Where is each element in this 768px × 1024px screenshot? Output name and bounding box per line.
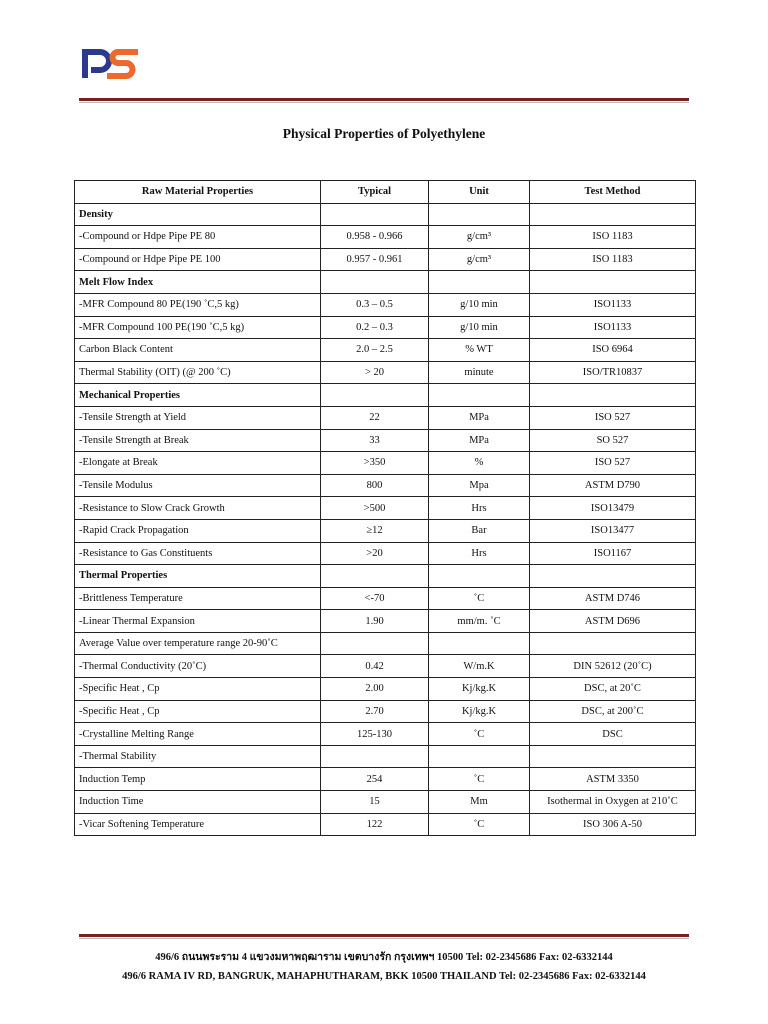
property-cell: -Crystalline Melting Range: [75, 723, 321, 746]
test-method-cell: [530, 745, 696, 768]
section-row: [75, 203, 696, 226]
section-label: Melt Flow Index: [75, 271, 321, 294]
table-row: [75, 745, 696, 768]
property-cell: Induction Time: [75, 791, 321, 814]
empty-cell: [530, 384, 696, 407]
unit-cell: ˚C: [429, 768, 530, 791]
empty-cell: [321, 203, 429, 226]
unit-cell: ˚C: [429, 813, 530, 836]
empty-cell: [321, 632, 429, 655]
test-method-cell: ISO 1183: [530, 226, 696, 249]
empty-cell: [429, 565, 530, 588]
section-row: [75, 271, 696, 294]
typical-cell: 0.958 - 0.966: [321, 226, 429, 249]
typical-cell: 800: [321, 474, 429, 497]
header-test-method: Test Method: [530, 181, 696, 204]
test-method-cell: DIN 52612 (20˚C): [530, 655, 696, 678]
table-body: [75, 203, 696, 836]
typical-cell: 122: [321, 813, 429, 836]
empty-cell: [530, 565, 696, 588]
property-cell: -Tensile Strength at Break: [75, 429, 321, 452]
property-cell: -Resistance to Slow Crack Growth: [75, 497, 321, 520]
empty-cell: [530, 271, 696, 294]
table-row: [75, 361, 696, 384]
property-cell: -Vicar Softening Temperature: [75, 813, 321, 836]
test-method-cell: ISO 6964: [530, 339, 696, 362]
test-method-cell: ISO1167: [530, 542, 696, 565]
table-row: [75, 316, 696, 339]
table-row: [75, 406, 696, 429]
property-cell: -MFR Compound 100 PE(190 ˚C,5 kg): [75, 316, 321, 339]
typical-cell: 15: [321, 791, 429, 814]
table-row: [75, 542, 696, 565]
table-row: [75, 248, 696, 271]
empty-cell: [429, 632, 530, 655]
typical-cell: 22: [321, 406, 429, 429]
property-cell: Induction Temp: [75, 768, 321, 791]
section-label: Thermal Properties: [75, 565, 321, 588]
unit-cell: g/10 min: [429, 293, 530, 316]
unit-cell: MPa: [429, 406, 530, 429]
property-cell: -Brittleness Temperature: [75, 587, 321, 610]
footer-address-thai: 496/6 ถนนพระราม 4 แขวงมหาพฤฒาราม เขตบางรัก กรุงเทพฯ 10500 Tel: 02-2345686 Fax: 02-6332144: [155, 952, 613, 963]
page-title: Physical Properties of Polyethylene: [282, 126, 486, 141]
section-row: [75, 565, 696, 588]
property-cell: -MFR Compound 80 PE(190 ˚C,5 kg): [75, 293, 321, 316]
typical-cell: >20: [321, 542, 429, 565]
typical-cell: 254: [321, 768, 429, 791]
empty-cell: [429, 384, 530, 407]
table-row: [75, 293, 696, 316]
table-row: [75, 226, 696, 249]
header-property: Raw Material Properties: [75, 181, 321, 204]
empty-cell: [530, 632, 696, 655]
unit-cell: %: [429, 452, 530, 475]
table-row: [75, 791, 696, 814]
unit-cell: MPa: [429, 429, 530, 452]
property-cell: -Compound or Hdpe Pipe PE 100: [75, 248, 321, 271]
header-rule: [79, 98, 689, 101]
property-cell: Carbon Black Content: [75, 339, 321, 362]
typical-cell: 33: [321, 429, 429, 452]
table-row: [75, 452, 696, 475]
unit-cell: g/10 min: [429, 316, 530, 339]
typical-cell: 0.2 – 0.3: [321, 316, 429, 339]
section-row: [75, 384, 696, 407]
unit-cell: Kj/kg.K: [429, 700, 530, 723]
typical-cell: ≥12: [321, 519, 429, 542]
table-row: [75, 429, 696, 452]
typical-cell: >500: [321, 497, 429, 520]
empty-cell: [321, 271, 429, 294]
header-unit: Unit: [429, 181, 530, 204]
test-method-cell: ASTM 3350: [530, 768, 696, 791]
typical-cell: 2.00: [321, 678, 429, 701]
table-header-row: [75, 181, 696, 204]
company-logo: [80, 46, 142, 80]
header-typical: Typical: [321, 181, 429, 204]
property-cell: -Specific Heat , Cp: [75, 678, 321, 701]
table-row: [75, 813, 696, 836]
empty-cell: [321, 565, 429, 588]
unit-cell: W/m.K: [429, 655, 530, 678]
test-method-cell: ISO 527: [530, 406, 696, 429]
typical-cell: 2.70: [321, 700, 429, 723]
test-method-cell: ISO13479: [530, 497, 696, 520]
table-row: [75, 474, 696, 497]
unit-cell: minute: [429, 361, 530, 384]
note-label: Average Value over temperature range 20-90˚C: [75, 632, 321, 655]
section-label: Mechanical Properties: [75, 384, 321, 407]
unit-cell: g/cm³: [429, 226, 530, 249]
typical-cell: 0.42: [321, 655, 429, 678]
table-row: [75, 519, 696, 542]
unit-cell: ˚C: [429, 723, 530, 746]
typical-cell: <-70: [321, 587, 429, 610]
test-method-cell: ASTM D746: [530, 587, 696, 610]
unit-cell: [429, 745, 530, 768]
typical-cell: > 20: [321, 361, 429, 384]
test-method-cell: ISO 306 A-50: [530, 813, 696, 836]
unit-cell: Bar: [429, 519, 530, 542]
property-cell: -Compound or Hdpe Pipe PE 80: [75, 226, 321, 249]
property-cell: -Thermal Stability: [75, 745, 321, 768]
property-cell: -Tensile Modulus: [75, 474, 321, 497]
section-label: Density: [75, 203, 321, 226]
property-cell: -Rapid Crack Propagation: [75, 519, 321, 542]
test-method-cell: DSC, at 200˚C: [530, 700, 696, 723]
unit-cell: Kj/kg.K: [429, 678, 530, 701]
typical-cell: 0.957 - 0.961: [321, 248, 429, 271]
table-row: [75, 497, 696, 520]
test-method-cell: ASTM D696: [530, 610, 696, 633]
test-method-cell: ISO13477: [530, 519, 696, 542]
table-row: [75, 587, 696, 610]
property-cell: -Linear Thermal Expansion: [75, 610, 321, 633]
table-row: [75, 610, 696, 633]
unit-cell: g/cm³: [429, 248, 530, 271]
property-cell: -Resistance to Gas Constituents: [75, 542, 321, 565]
test-method-cell: ISO1133: [530, 293, 696, 316]
empty-cell: [530, 203, 696, 226]
test-method-cell: ISO/TR10837: [530, 361, 696, 384]
unit-cell: mm/m. ˚C: [429, 610, 530, 633]
typical-cell: 2.0 – 2.5: [321, 339, 429, 362]
table-row: [75, 339, 696, 362]
footer-rule: [79, 934, 689, 937]
table-row: [75, 700, 696, 723]
empty-cell: [429, 271, 530, 294]
test-method-cell: Isothermal in Oxygen at 210˚C: [530, 791, 696, 814]
typical-cell: 0.3 – 0.5: [321, 293, 429, 316]
table-row: [75, 678, 696, 701]
property-cell: -Thermal Conductivity (20˚C): [75, 655, 321, 678]
empty-cell: [321, 384, 429, 407]
property-cell: Thermal Stability (OIT) (@ 200 ˚C): [75, 361, 321, 384]
typical-cell: >350: [321, 452, 429, 475]
properties-table: [74, 180, 696, 836]
table-row: [75, 632, 696, 655]
table-row: [75, 723, 696, 746]
typical-cell: [321, 745, 429, 768]
test-method-cell: DSC, at 20˚C: [530, 678, 696, 701]
table-row: [75, 655, 696, 678]
typical-cell: 125-130: [321, 723, 429, 746]
test-method-cell: ASTM D790: [530, 474, 696, 497]
test-method-cell: ISO 1183: [530, 248, 696, 271]
unit-cell: Mpa: [429, 474, 530, 497]
unit-cell: ˚C: [429, 587, 530, 610]
property-cell: -Tensile Strength at Yield: [75, 406, 321, 429]
property-cell: -Elongate at Break: [75, 452, 321, 475]
unit-cell: % WT: [429, 339, 530, 362]
typical-cell: 1.90: [321, 610, 429, 633]
footer-rule-shadow: [79, 938, 689, 939]
test-method-cell: ISO1133: [530, 316, 696, 339]
property-cell: -Specific Heat , Cp: [75, 700, 321, 723]
table-row: [75, 768, 696, 791]
empty-cell: [429, 203, 530, 226]
unit-cell: Hrs: [429, 497, 530, 520]
unit-cell: Hrs: [429, 542, 530, 565]
header-rule-shadow: [79, 102, 689, 103]
footer-address-english: 496/6 RAMA IV RD, BANGRUK, MAHAPHUTHARAM, BKK 10500 THAILAND Tel: 02-2345686 Fax: 02-6332144: [122, 971, 646, 982]
test-method-cell: DSC: [530, 723, 696, 746]
test-method-cell: SO 527: [530, 429, 696, 452]
test-method-cell: ISO 527: [530, 452, 696, 475]
unit-cell: Mm: [429, 791, 530, 814]
